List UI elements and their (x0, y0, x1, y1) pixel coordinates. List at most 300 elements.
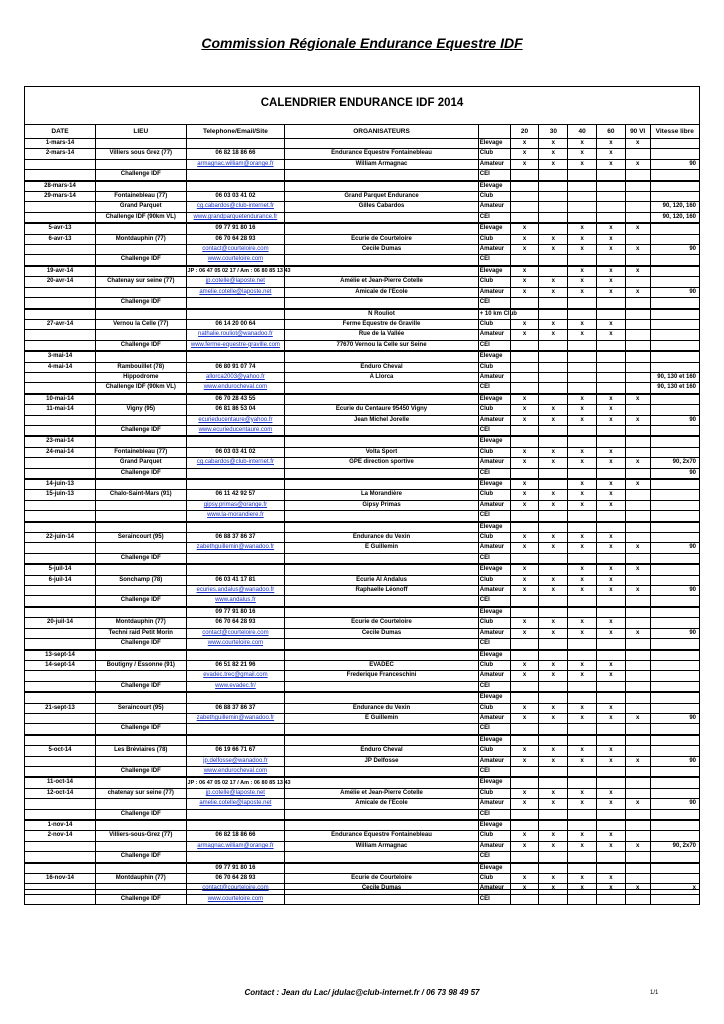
cell-d20 (510, 639, 539, 650)
contact-link[interactable]: www.ferme-equestre-graville.com (186, 340, 285, 351)
cell-category: Elevage (478, 351, 510, 362)
contact-link[interactable]: contact@courteloire.com (186, 884, 285, 894)
table-row (25, 586, 700, 596)
cell-lieu (95, 650, 186, 661)
cell-date (25, 596, 96, 607)
cell-category: Elevage (478, 650, 510, 661)
cell-d30: x (539, 746, 568, 756)
contact-link[interactable]: www.courteloire.com (186, 255, 285, 266)
cell-d30 (539, 863, 568, 874)
cell-d20 (510, 820, 539, 831)
cell-category: Club (478, 405, 510, 415)
table-row (25, 192, 700, 202)
cell-date (25, 884, 96, 894)
cell-organisateur (285, 894, 478, 904)
cell-d30 (539, 820, 568, 831)
cell-d20 (510, 202, 539, 212)
cell-d20: x (510, 415, 539, 425)
cell-organisateur (285, 596, 478, 607)
cell-contact (186, 468, 285, 479)
cell-d60: x (597, 831, 626, 841)
cell-category: Elevage (478, 735, 510, 746)
cell-category: Club (478, 149, 510, 159)
cell-d90vi: x (625, 394, 650, 405)
cell-d90vi (625, 405, 650, 415)
cell-category: Amateur (478, 202, 510, 212)
cell-organisateur: Endurance Equestre Fontainebleau (285, 149, 478, 159)
table-row (25, 425, 700, 436)
cell-d20 (510, 724, 539, 735)
cell-date: 2-nov-14 (25, 831, 96, 841)
cell-d30 (539, 511, 568, 522)
cell-d90vi (625, 553, 650, 564)
cell-category: Club (478, 490, 510, 500)
cell-organisateur: William Armagnac (285, 841, 478, 851)
cell-contact (186, 479, 285, 490)
cell-vitesse-libre (650, 394, 700, 405)
table-row (25, 660, 700, 670)
cell-d60: x (597, 660, 626, 670)
table-row (25, 159, 700, 169)
cell-lieu: Fontainebleau (77) (95, 192, 186, 202)
cell-d60 (597, 809, 626, 820)
table-row (25, 287, 700, 297)
cell-organisateur: Rue de la Vallée (285, 330, 478, 340)
cell-d40 (568, 309, 597, 320)
table-row (25, 639, 700, 650)
cell-d60: x (597, 405, 626, 415)
cell-d90vi (625, 319, 650, 329)
table-row (25, 553, 700, 564)
cell-date: 2-mars-14 (25, 149, 96, 159)
cell-date (25, 330, 96, 340)
contact-link[interactable]: contact@courteloire.com (186, 245, 285, 255)
contact-link[interactable]: ecurieducentaure@yahoo.fr (186, 415, 285, 425)
cell-d60: x (597, 575, 626, 585)
cell-contact (186, 820, 285, 831)
cell-d30: x (539, 575, 568, 585)
cell-lieu (95, 159, 186, 169)
cell-category: Club (478, 660, 510, 670)
cell-vitesse-libre (650, 650, 700, 661)
cell-date: 11-oct-14 (25, 777, 96, 788)
cell-category: Amateur (478, 543, 510, 553)
cell-organisateur (285, 425, 478, 436)
table-row (25, 405, 700, 415)
cell-category: CEI (478, 255, 510, 266)
cell-d20 (510, 777, 539, 788)
cell-d20 (510, 351, 539, 362)
cell-d90vi (625, 660, 650, 670)
cell-category: CEI (478, 894, 510, 904)
cell-d90vi (625, 255, 650, 266)
cell-d90vi (625, 607, 650, 618)
cell-d30: x (539, 234, 568, 244)
cell-d60: x (597, 543, 626, 553)
cell-lieu (95, 884, 186, 894)
cell-d40: x (568, 415, 597, 425)
cell-d30: x (539, 884, 568, 894)
cell-d40 (568, 425, 597, 436)
cell-d40 (568, 202, 597, 212)
cell-vitesse-libre: 90 (650, 159, 700, 169)
cell-d60 (597, 255, 626, 266)
contact-link[interactable]: jp.cotelle@laposte.net (186, 277, 285, 287)
cell-vitesse-libre (650, 777, 700, 788)
table-row (25, 362, 700, 372)
cell-d30: x (539, 490, 568, 500)
cell-category: Amateur (478, 884, 510, 894)
cell-d20: x (510, 500, 539, 510)
table-row (25, 436, 700, 447)
cell-lieu (95, 713, 186, 723)
contact-link[interactable]: jp.cotelle@laposte.net (186, 788, 285, 798)
contact-link[interactable]: amelie.cotelle@laposte.net (186, 799, 285, 809)
contact-link[interactable]: zabethguillemin@wanadoo.fr (186, 713, 285, 723)
contact-link[interactable]: www.endurocheval.com (186, 383, 285, 394)
cell-lieu: Challenge IDF (95, 425, 186, 436)
cell-category: Elevage (478, 522, 510, 533)
cell-organisateur: Endurance du Vexin (285, 703, 478, 713)
cell-organisateur (285, 436, 478, 447)
cell-date: 4-mai-14 (25, 362, 96, 372)
cell-organisateur: Jean Michel Jorelle (285, 415, 478, 425)
cell-d60 (597, 212, 626, 223)
contact-link[interactable]: armagnac.william@orange.fr (186, 159, 285, 169)
cell-d40: x (568, 277, 597, 287)
cell-date (25, 245, 96, 255)
table-row (25, 799, 700, 809)
cell-category: Club (478, 192, 510, 202)
cell-vitesse-libre (650, 564, 700, 575)
cell-d90vi (625, 298, 650, 309)
cell-d40: x (568, 831, 597, 841)
cell-d90vi (625, 202, 650, 212)
table-row (25, 618, 700, 628)
cell-category: CEI (478, 724, 510, 735)
cell-date (25, 255, 96, 266)
cell-d30: x (539, 139, 568, 149)
header-organisateurs: ORGANISATEURS (285, 125, 478, 139)
cell-category: CEI (478, 852, 510, 863)
contact-link[interactable]: allorca2003@yahoo.fr (186, 372, 285, 382)
cell-d90vi (625, 692, 650, 703)
cell-category: CEI (478, 298, 510, 309)
table-row (25, 490, 700, 500)
cell-d40 (568, 255, 597, 266)
cell-lieu: Chatenay sur seine (77) (95, 277, 186, 287)
cell-vitesse-libre (650, 788, 700, 798)
cell-vitesse-libre (650, 223, 700, 234)
cell-date (25, 586, 96, 596)
table-row (25, 607, 700, 618)
cell-date (25, 202, 96, 212)
cell-lieu: Challenge IDF (95, 639, 186, 650)
cell-vitesse-libre (650, 330, 700, 340)
cell-category: Elevage (478, 266, 510, 277)
table-row (25, 372, 700, 382)
cell-d90vi (625, 511, 650, 522)
cell-d90vi: x (625, 458, 650, 468)
cell-lieu (95, 607, 186, 618)
cell-date: 28-mars-14 (25, 181, 96, 192)
cell-contact: 06 82 18 86 66 (186, 149, 285, 159)
cell-vitesse-libre (650, 149, 700, 159)
cell-date (25, 671, 96, 681)
cell-d40 (568, 351, 597, 362)
cell-d60: x (597, 139, 626, 149)
cell-lieu: Challenge IDF (95, 255, 186, 266)
cell-vitesse-libre (650, 522, 700, 533)
cell-vitesse-libre (650, 692, 700, 703)
cell-d40 (568, 170, 597, 181)
table-row (25, 809, 700, 820)
cell-category: Club (478, 362, 510, 372)
cell-d20: x (510, 330, 539, 340)
cell-d20 (510, 255, 539, 266)
cell-d40: x (568, 841, 597, 851)
cell-vitesse-libre (650, 181, 700, 192)
cell-d60: x (597, 159, 626, 169)
cell-lieu (95, 394, 186, 405)
cell-lieu: Techni raid Petit Morin (95, 628, 186, 638)
cell-d90vi: x (625, 628, 650, 638)
cell-category: Amateur (478, 159, 510, 169)
cell-date (25, 468, 96, 479)
cell-d40 (568, 383, 597, 394)
cell-d90vi (625, 777, 650, 788)
cell-d90vi: x (625, 415, 650, 425)
contact-link[interactable]: www.courteloire.com (186, 894, 285, 904)
cell-d20 (510, 298, 539, 309)
cell-d60: x (597, 799, 626, 809)
cell-d20 (510, 681, 539, 692)
cell-lieu: Challenge IDF (95, 681, 186, 692)
cell-d60: x (597, 533, 626, 543)
contact-link[interactable]: armagnac.william@orange.fr (186, 841, 285, 851)
cell-category: CEI (478, 639, 510, 650)
contact-link[interactable]: contact@courteloire.com (186, 628, 285, 638)
cell-d20: x (510, 586, 539, 596)
cell-lieu: Seraincourt (95) (95, 533, 186, 543)
cell-category: Club (478, 618, 510, 628)
contact-link[interactable]: zabethguillemin@wanadoo.fr (186, 543, 285, 553)
cell-d90vi (625, 596, 650, 607)
cell-vitesse-libre (650, 447, 700, 457)
cell-d40 (568, 692, 597, 703)
cell-vitesse-libre: 90, 2x70 (650, 841, 700, 851)
cell-date: 6-juil-14 (25, 575, 96, 585)
cell-lieu (95, 139, 186, 149)
cell-category: CEI (478, 212, 510, 223)
cell-lieu: Boutigny / Essonne (91) (95, 660, 186, 670)
cell-d30 (539, 564, 568, 575)
table-row (25, 255, 700, 266)
table-row (25, 564, 700, 575)
cell-d40 (568, 724, 597, 735)
cell-vitesse-libre (650, 820, 700, 831)
contact-link[interactable]: www.evadec.fr/ (186, 681, 285, 692)
cell-d20 (510, 436, 539, 447)
cell-organisateur: Gipsy Primas (285, 500, 478, 510)
contact-link[interactable]: gipsy.primas@orange.fr (186, 500, 285, 510)
cell-d40: x (568, 799, 597, 809)
cell-vitesse-libre (650, 340, 700, 351)
cell-d30: x (539, 287, 568, 297)
cell-d40: x (568, 447, 597, 457)
cell-d60 (597, 692, 626, 703)
cell-contact (186, 553, 285, 564)
cell-category: Club (478, 788, 510, 798)
cell-d60: x (597, 319, 626, 329)
cell-d60 (597, 351, 626, 362)
cell-d90vi (625, 533, 650, 543)
cell-lieu: Villiers-sous-Grez (77) (95, 831, 186, 841)
cell-category: Amateur (478, 245, 510, 255)
contact-link[interactable]: nathalie.rouliot@wanadoo.fr (186, 330, 285, 340)
cell-contact: 06 70 64 28 93 (186, 618, 285, 628)
cell-date (25, 841, 96, 851)
cell-contact: 06 51 82 21 96 (186, 660, 285, 670)
cell-d30: x (539, 500, 568, 510)
cell-d40: x (568, 564, 597, 575)
cell-vitesse-libre: 90 (650, 756, 700, 766)
cell-d30 (539, 425, 568, 436)
cell-vitesse-libre (650, 607, 700, 618)
cell-category: Club (478, 447, 510, 457)
contact-link[interactable]: jp.delfosse@wanadoo.fr (186, 756, 285, 766)
cell-organisateur: Ecurie de Courteloire (285, 618, 478, 628)
table-row (25, 170, 700, 181)
cell-organisateur: E Guillemin (285, 713, 478, 723)
contact-link[interactable]: www.la-morandiere.fr (186, 511, 285, 522)
cell-lieu: Chalo-Saint-Mars (91) (95, 490, 186, 500)
contact-link[interactable]: amelie.cotelle@laposte.net (186, 287, 285, 297)
cell-d90vi (625, 724, 650, 735)
cell-d90vi (625, 351, 650, 362)
cell-d20 (510, 809, 539, 820)
cell-date (25, 212, 96, 223)
cell-d40 (568, 362, 597, 372)
cell-d60 (597, 681, 626, 692)
cell-d30: x (539, 841, 568, 851)
cell-contact (186, 436, 285, 447)
cell-d90vi (625, 372, 650, 382)
cell-category: CEI (478, 809, 510, 820)
cell-lieu (95, 564, 186, 575)
cell-d60 (597, 468, 626, 479)
cell-organisateur: A Llorca (285, 372, 478, 382)
contact-link[interactable]: www.ecurieducentaure.com (186, 425, 285, 436)
cell-vitesse-libre (650, 234, 700, 244)
cell-d30 (539, 394, 568, 405)
cell-lieu: Challenge IDF (95, 894, 186, 904)
cell-date (25, 383, 96, 394)
cell-lieu (95, 223, 186, 234)
cell-d30: x (539, 713, 568, 723)
cell-d20: x (510, 799, 539, 809)
cell-lieu: Vigny (95) (95, 405, 186, 415)
cell-date: 19-avr-14 (25, 266, 96, 277)
cell-d20 (510, 553, 539, 564)
contact-link[interactable]: cg.cabardos@club-internet.fr (186, 458, 285, 468)
cell-category: Amateur (478, 458, 510, 468)
cell-d90vi (625, 863, 650, 874)
cell-date (25, 863, 96, 874)
cell-d60: x (597, 266, 626, 277)
contact-footer: Contact : Jean du Lac/ jdulac@club-internet.fr / 06 73 98 49 57 (244, 988, 480, 997)
cell-d30: x (539, 586, 568, 596)
contact-link[interactable]: www.andalus.fr (186, 596, 285, 607)
cell-d90vi (625, 618, 650, 628)
cell-lieu: Grand Parquet (95, 202, 186, 212)
cell-d20 (510, 192, 539, 202)
contact-link[interactable]: cg.cabardos@club-internet.fr (186, 202, 285, 212)
cell-lieu (95, 330, 186, 340)
header-row (25, 125, 700, 139)
contact-link[interactable]: www.courteloire.com (186, 639, 285, 650)
cell-date (25, 681, 96, 692)
table-row (25, 724, 700, 735)
cell-d30: x (539, 831, 568, 841)
cell-vitesse-libre (650, 874, 700, 884)
contact-link[interactable]: www.grandparquetendurance.fr (186, 212, 285, 223)
table-row (25, 458, 700, 468)
cell-category: CEI (478, 340, 510, 351)
cell-date: 16-nov-14 (25, 874, 96, 884)
cell-d30 (539, 212, 568, 223)
cell-vitesse-libre (650, 766, 700, 777)
cell-d40: x (568, 149, 597, 159)
cell-d40 (568, 650, 597, 661)
cell-lieu (95, 287, 186, 297)
cell-date (25, 170, 96, 181)
cell-category: Club (478, 703, 510, 713)
cell-organisateur: Amicale de l'Ecole (285, 287, 478, 297)
cell-d30: x (539, 415, 568, 425)
table-row (25, 533, 700, 543)
contact-link[interactable]: evadec.trec@gmail.com (186, 671, 285, 681)
cell-category: CEI (478, 553, 510, 564)
cell-contact: 09 77 91 80 16 (186, 863, 285, 874)
table-row (25, 298, 700, 309)
contact-link[interactable]: ecuries.andalus@wanadoo.fr (186, 586, 285, 596)
table-row (25, 543, 700, 553)
cell-vitesse-libre (650, 436, 700, 447)
cell-lieu (95, 756, 186, 766)
cell-d20 (510, 692, 539, 703)
contact-link[interactable]: www.endurocheval.com (186, 766, 285, 777)
cell-d90vi (625, 330, 650, 340)
header-date: DATE (25, 125, 96, 139)
cell-category: Amateur (478, 586, 510, 596)
cell-d90vi (625, 681, 650, 692)
cell-d40: x (568, 703, 597, 713)
table-row (25, 820, 700, 831)
cell-d90vi (625, 831, 650, 841)
cell-d40: x (568, 874, 597, 884)
table-row (25, 309, 700, 320)
table-row (25, 788, 700, 798)
cell-d60 (597, 596, 626, 607)
header-vitesse-libre: Vitesse libre (650, 125, 700, 139)
cell-d90vi (625, 212, 650, 223)
table-row (25, 575, 700, 585)
cell-d30: x (539, 543, 568, 553)
cell-d40 (568, 511, 597, 522)
cell-d30: x (539, 458, 568, 468)
cell-date: 5-oct-14 (25, 746, 96, 756)
